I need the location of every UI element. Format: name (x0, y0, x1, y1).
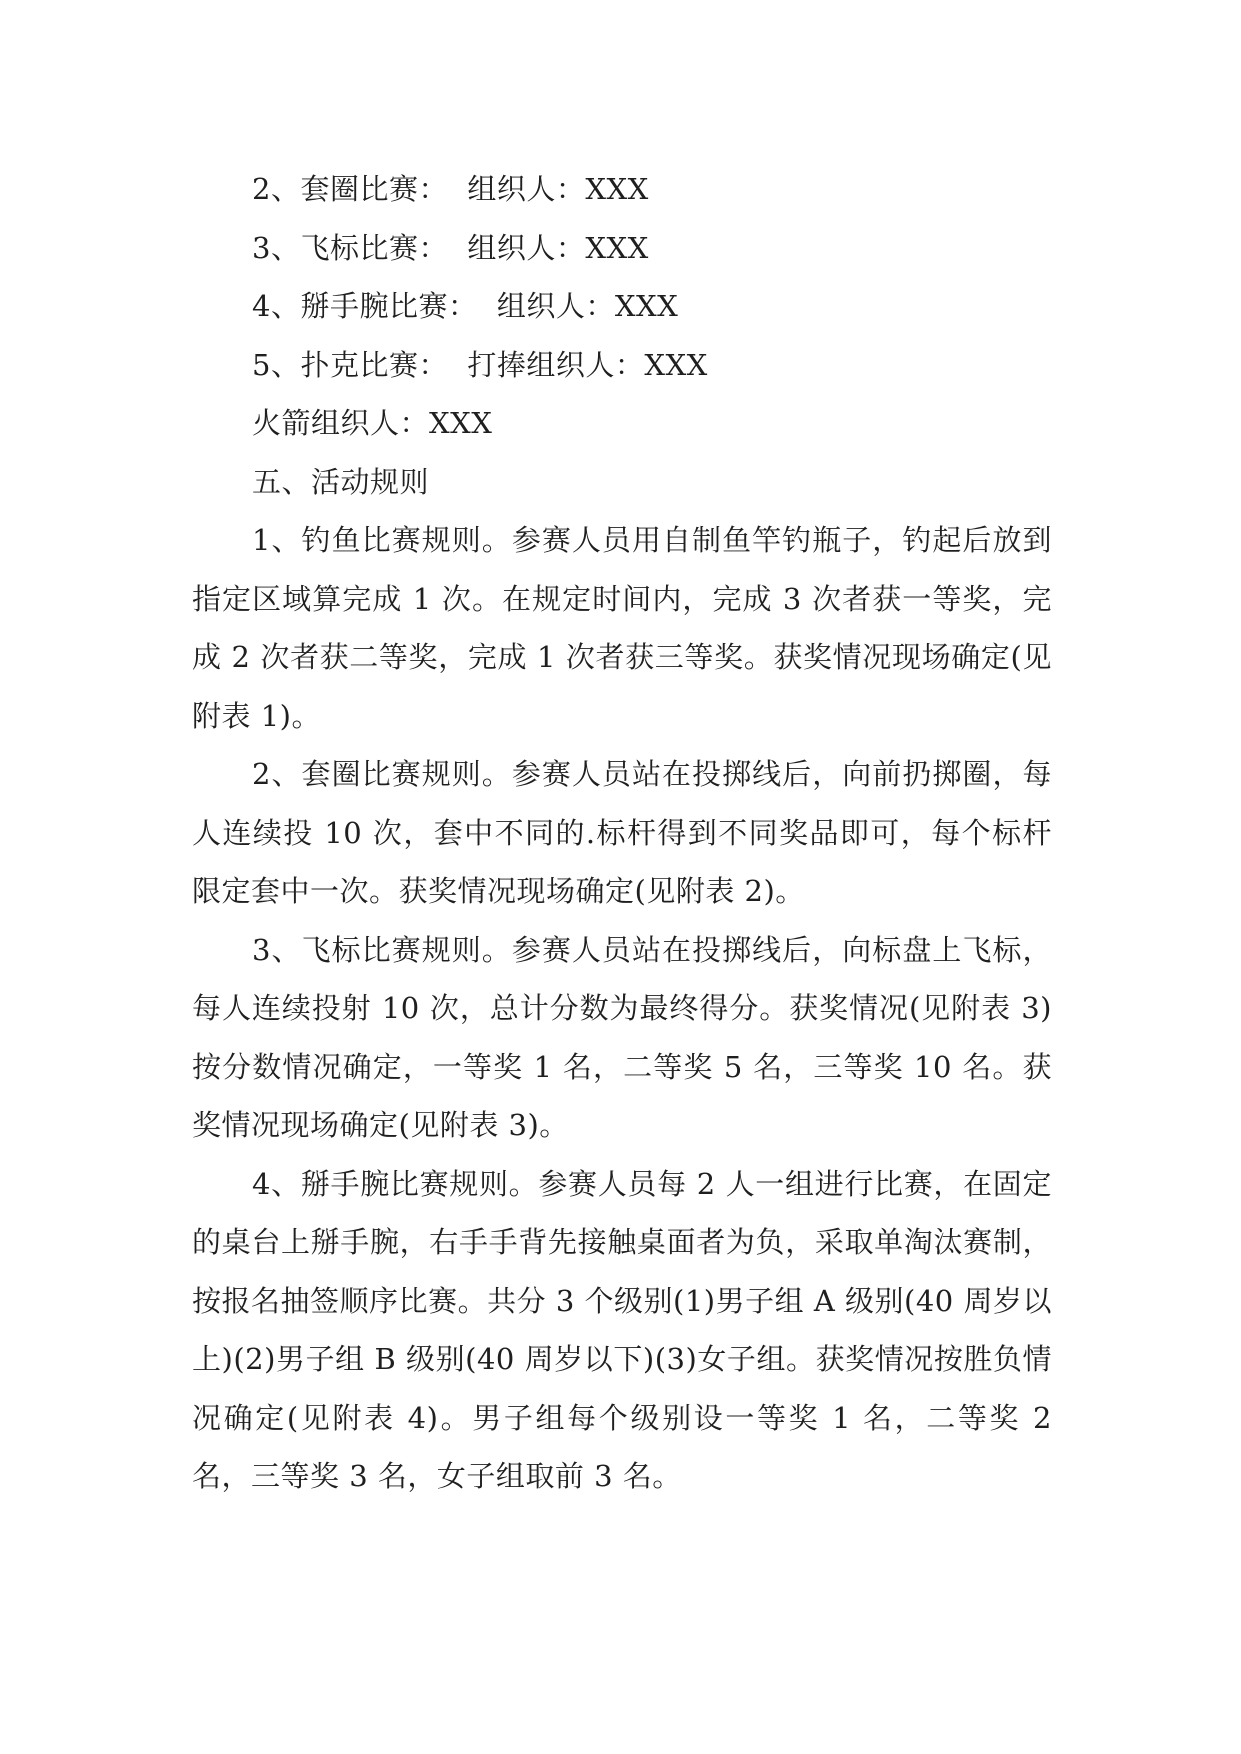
document-body (192, 160, 1052, 1506)
organizer-line-darts: 3、飞标比赛： 组织人：XXX (252, 230, 649, 265)
rule-paragraph-darts: 3、飞标比赛规则。参赛人员站在投掷线后，向标盘上飞标，每人连续投射 10 次，总计分数为最终得分。获奖情况(见附表 3)按分数情况确定，一等奖 1 名，二等奖 5 名，三等奖 10 名。获奖情况现场确定(见附表 3)。 (192, 932, 1052, 1142)
rule-paragraph-armwrestling: 4、掰手腕比赛规则。参赛人员每 2 人一组进行比赛，在固定的桌台上掰手腕，右手手背先接触桌面者为负，采取单淘汰赛制，按报名抽签顺序比赛。共分 3 个级别(1)男子组 A 级别(40 周岁以上)(2)男子组 B 级别(40 周岁以下)(3)女子组。获奖情况按胜负情况确定(见附表 4)。男子组每个级别设一等奖 1 名，二等奖 2 名，三等奖 3 名，女子组取前 3 名。 (192, 1166, 1052, 1493)
rule-paragraph-hoop: 2、套圈比赛规则。参赛人员站在投掷线后，向前扔掷圈，每人连续投 10 次，套中不同的.标杆得到不同奖品即可，每个标杆限定套中一次。获奖情况现场确定(见附表 2)。 (192, 757, 1052, 908)
organizer-line-rocket: 火箭组织人：XXX (252, 406, 493, 440)
organizer-line-poker: 5、扑克比赛： 打捧组织人：XXX (252, 347, 708, 382)
section-heading-rules: 五、活动规则 (252, 464, 430, 499)
organizer-line-armwrestling: 4、掰手腕比赛： 组织人：XXX (252, 289, 679, 323)
organizer-line-hoop: 2、套圈比赛： 组织人：XXX (252, 172, 649, 206)
rule-paragraph-fishing: 1、钓鱼比赛规则。参赛人员用自制鱼竿钓瓶子，钓起后放到指定区域算完成 1 次。在规定时间内，完成 3 次者获一等奖，完成 2 次者获二等奖，完成 1 次者获三等奖。获奖情况现场确定(见附表 1)。 (192, 523, 1052, 733)
